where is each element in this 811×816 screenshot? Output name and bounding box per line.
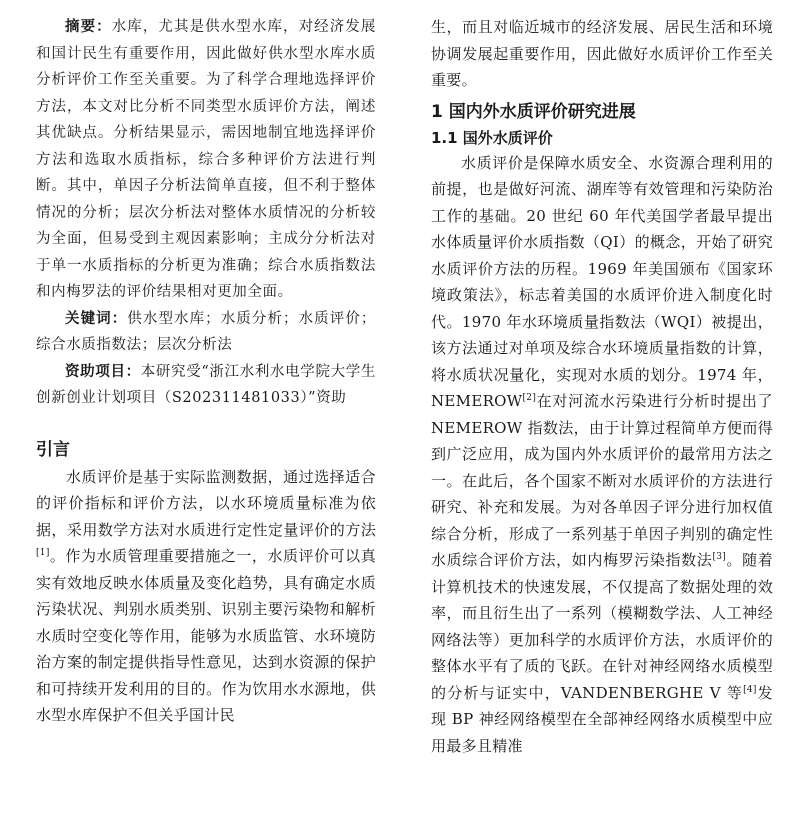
citation-3: [3] (712, 552, 727, 562)
keywords-text: 供水型水库；水质分析；水质评价；综合水质指数法；层次分析法 (36, 310, 376, 353)
abstract-block (36, 14, 376, 412)
section-1-text-b: 在对河流水污染进行分析时提出了 NEMEROW 指数法，由于计算过程简单方便而得到广泛应用，成为国内外水质评价的最常用方法之一。在此后，各个国家不断对水质评价的方法进行研究、补充和发展。为对各单因子评分进行加权值综合分析，形成了一系列基于单因子判别的确定性水质综合评价方法，如内梅罗污染指数法 (431, 392, 773, 569)
intro-text-a: 水质评价是基于实际监测数据，通过选择适合的评价指标和评价方法，以水环境质量标准为依据，采用数学方法对水质进行定性定量评价的方法 (36, 467, 376, 539)
abstract-paragraph (36, 14, 376, 306)
funding-label: 资助项目： (65, 363, 141, 380)
left-column (36, 14, 376, 729)
keywords-label: 关键词： (65, 310, 128, 327)
subsection-1-1-heading: 1.1 国外水质评价 (431, 128, 553, 147)
intro-text-b: 。作为水质管理重要措施之一，水质评价可以真实有效地反映水体质量及变化趋势，具有确定水质污染状况、判别水质类别、识别主要污染物和解析水质时空变化等作用，能够为水质监管、水环境防治方案的制定提供指导性意见，达到水资源的保护和可持续开发利用的目的。作为饮用水水源地，供水型水库保护不但关乎国计民 (36, 547, 376, 724)
right-column (431, 14, 773, 759)
section-1-text-a: 水质评价是保障水质安全、水资源合理利用的前提，也是做好河流、湖库等有效管理和污染防治工作的基础。20 世纪 60 年代美国学者最早提出水体质量评价水质指数（QI）的概念，开始了研究水质评价方法的历程。1969 年美国颁布《国家环境政策法》，标志着美国的水质评价进入制度化时代。1970 年水环境质量指数法（WQI）被提出，该方法通过对单项及综合水环境质量指数的计算，将水质状况量化，实现对水质的划分。1974 年，NEMEROW (431, 153, 773, 410)
citation-2: [2] (522, 393, 537, 403)
citation-4: [4] (743, 684, 757, 695)
section-1-heading: 1 国内外水质评价研究进展 (431, 101, 636, 122)
funding-text: 本研究受“浙江水利水电学院大学生创新创业计划项目（S202311481033）”资助 (36, 363, 376, 406)
section-1-text-d: 发现 BP 神经网络模型在全部神经网络水质模型中应用最多且精准 (431, 683, 773, 755)
keywords-paragraph (36, 306, 376, 359)
abstract-label: 摘要： (65, 19, 112, 35)
citation-1: [1] (36, 548, 50, 558)
section-1-text-c: 。随着计算机技术的快速发展，不仅提高了数据处理的效率，而且衍生出了一系列（模糊数学法、人工神经网络法等）更加科学的水质评价方法，水质评价的整体水平有了质的飞跃。在针对神经网络水质模型的分析与证实中，VANDENBERGHE V 等 (431, 551, 773, 702)
intro-paragraph (36, 464, 376, 729)
intro-continuation: 生，而且对临近城市的经济发展、居民生活和环境协调发展起重要作用，因此做好水质评价工作至关重要。 (431, 18, 773, 89)
abstract-text: 水库，尤其是供水型水库，对经济发展和国计民生有重要作用，因此做好供水型水库水质分析评价工作至关重要。为了科学合理地选择评价方法，本文对比分析不同类型水质评价方法，阐述其优缺点。分析结果显示，需因地制宜地选择评价方法和选取水质指标，综合多种评价方法进行判断。其中，单因子分析法简单直接，但不利于整体情况的分析；层次分析法对整体水质情况的分析较为全面，但易受到主观因素影响；主成分分析法对于单一水质指标的分析更为准确；综合水质指数法和内梅罗法的评价结果相对更加全面。 (36, 19, 376, 300)
funding-paragraph (36, 359, 376, 412)
section-1-paragraph (431, 150, 773, 760)
intro-heading: 引言 (36, 439, 70, 460)
